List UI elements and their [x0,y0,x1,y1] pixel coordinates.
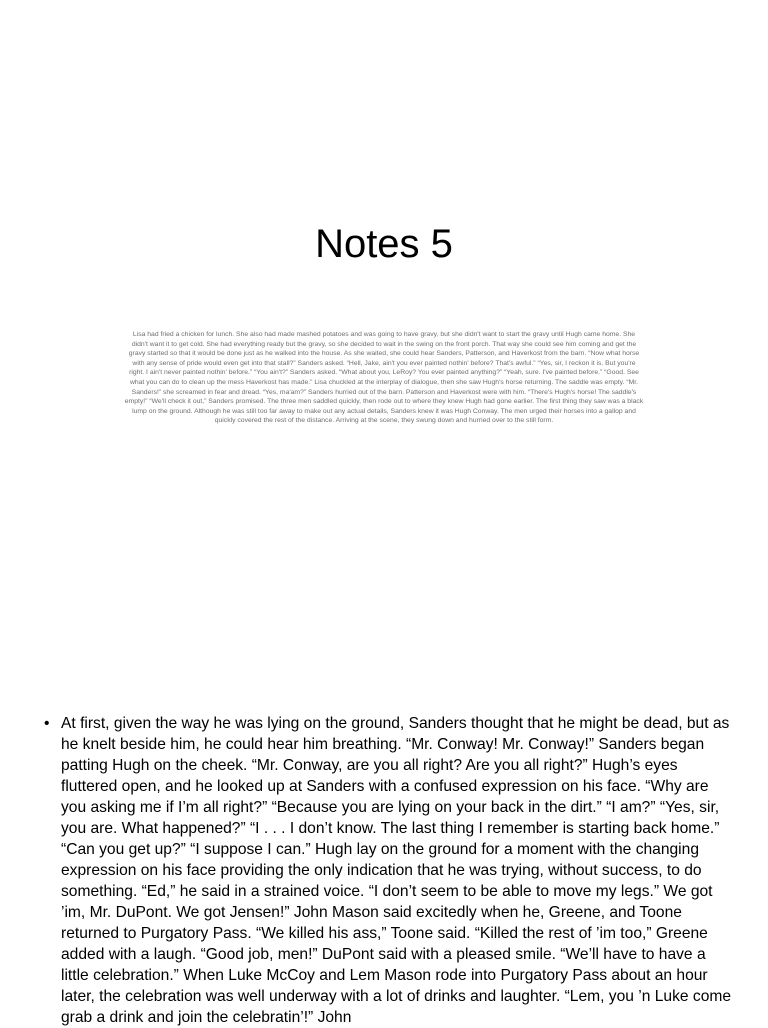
bullet-marker: • [44,715,50,732]
small-paragraph: Lisa had fried a chicken for lunch. She also had made mashed potatoes and was going to have gravy, but she didn't want to start the gravy until Hugh came home. She didn't want it to get cold. She had everything ready but the gravy, so she decided to wait in the swing on the front porch. That way she could see him coming and get the gravy started so that it would be done just as he walked into the house. As she waited, she could hear Sanders, Patterson, and Haverkost from the barn. “Now what horse with any sense of pride would even get into that stall?” Sanders asked. “Hell, Jake, ain't you ever painted nothin' before? That's awful.” “Yes, sir, I reckon it is. But you're right. I ain't never painted nothin' before.” “You ain't?” Sanders asked. “What about you, LeRoy? You ever painted anything?” “Yeah, sure. I've painted before.” “Good. See what you can do to clean up the mess Haverkost has made.” Lisa chuckled at the interplay of dialogue, then she saw Hugh's horse returning. The saddle was empty. “Mr. Sanders!” she screamed in fear and dread. “Yes, ma'am?” Sanders hurried out of the barn. Patterson and Haverkost were with him. “There's Hugh's horse! The saddle's empty!” “We'll check it out,” Sanders promised. The three men saddled quickly, then rode out to where they knew Hugh had gone earlier. The first thing they saw was a black lump on the ground. Although he was still too far away to make out any actual details, Sanders knew it was Hugh Conway. The men urged their horses into a gallop and quickly covered the rest of the distance. Arriving at the scene, they swung down and hurried over to the still form. [124,331,644,425]
bullet-text: At first, given the way he was lying on the ground, Sanders thought that he might be dead, but as he knelt beside him, he could hear him breathing. “Mr. Conway! Mr. Conway!” Sanders began patting Hugh on the cheek. “Mr. Conway, are you all right? Are you all right?” Hugh’s eyes fluttered open, and he looked up at Sanders with a confused expression on his face. “Why are you asking me if I’m all right?” “Because you are lying on your back in the dirt.” “I am?” “Yes, sir, you are. What happened?” “I . . . I don’t know. The last thing I remember is starting back home.” “Can you get up?” “I suppose I can.” Hugh lay on the ground for a moment with the changing expression on his face providing the only indication that he was trying, without success, to do something. “Ed,” he said in a strained voice. “I don’t seem to be able to move my legs.” We got ’im, Mr. DuPont. We got Jensen!” John Mason said excitedly when he, Greene, and Toone returned to Purgatory Pass. “We killed his ass,” Toone said. “Killed the rest of ’im too,” Greene added with a laugh. “Good job, men!” DuPont said with a pleased smile. “We’ll have to have a little celebration.” When Luke McCoy and Lem Mason rode into Purgatory Pass about an hour later, the celebration was well underway with a lot of drinks and laughter. “Lem, you ’n Luke come grab a drink and join the celebratin’!” John [61,715,732,1026]
bullet-item [44,713,734,1028]
slide-title: Notes 5 [315,222,453,266]
bullet-list [44,713,734,1028]
